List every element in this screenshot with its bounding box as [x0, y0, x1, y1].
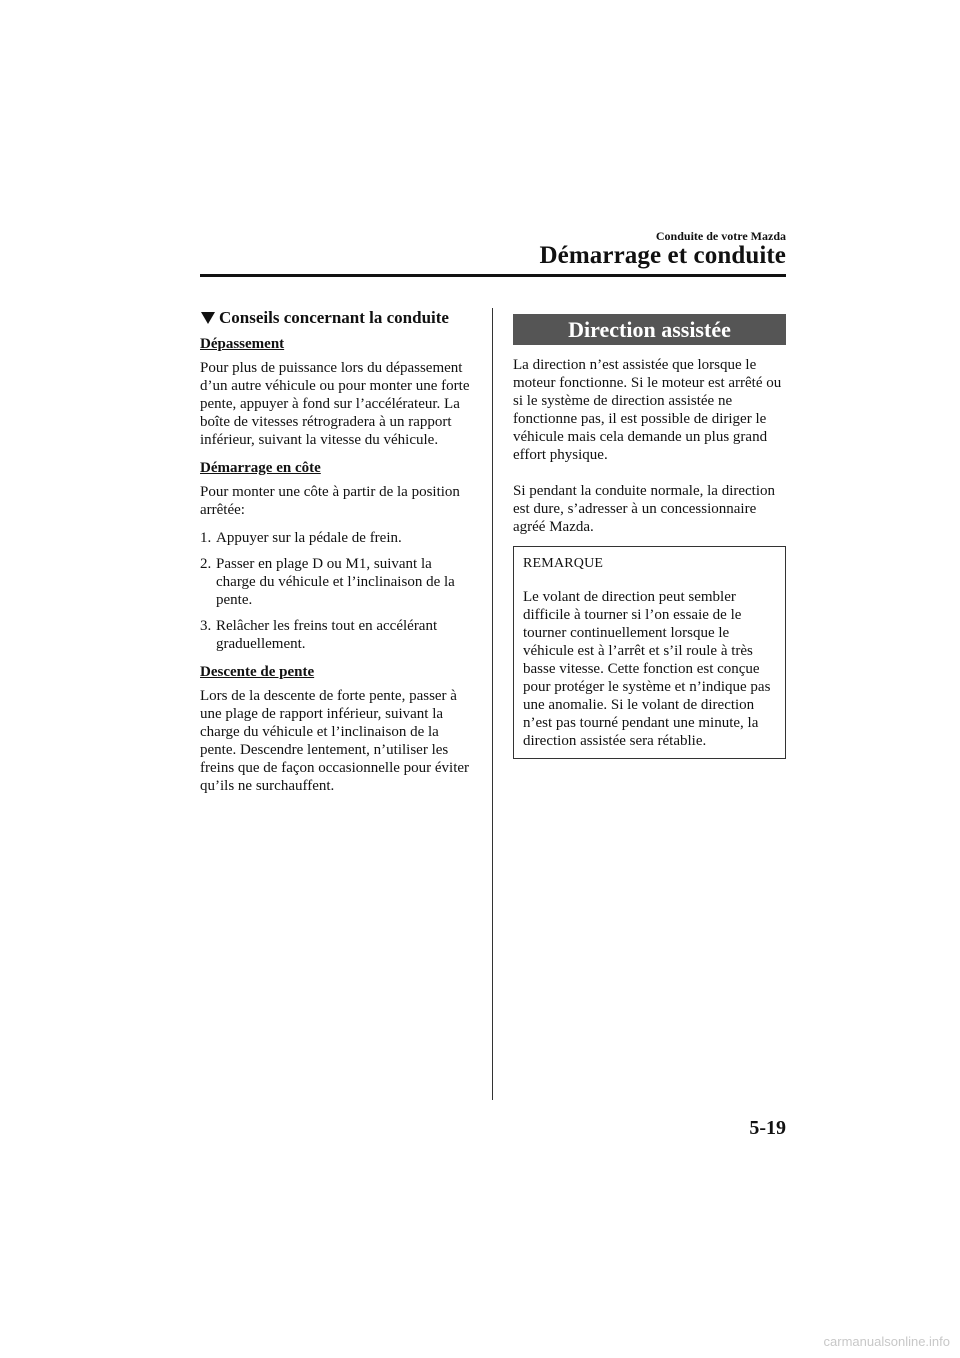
overtaking-text: Pour plus de puissance lors du dépassement d’un autre véhicule ou pour monter une forte pente, appuyer à fond sur l’accélérateur. La boîte de vitesses rétrogradera à un rapport inférieur, suivant la vitesse du véhicule. [200, 360, 470, 448]
watermark: carmanualsonline.info [823, 1334, 950, 1349]
power-steering-text: La direction n’est assistée que lorsque le moteur fonctionne. Si le moteur est arrêté ou si le système de direction assistée ne fonctionne pas, il est possible de diriger le véhicule mais cela demande un plus grand effort physique. [513, 357, 782, 463]
step-text: Appuyer sur la pédale de frein. [216, 530, 402, 546]
right-column [513, 314, 786, 759]
driving-tips-heading-text: Conseils concernant la conduite [219, 308, 449, 327]
hill-start-steps [200, 529, 472, 653]
overtaking-subheading: Dépassement [200, 336, 285, 352]
downhill-text: Lors de la descente de forte pente, passer à une plage de rapport inférieur, suivant la charge du véhicule et l’inclinaison de la pente. Descendre lentement, n’utiliser les freins que de façon occasionnelle pour éviter qu’ils ne surchauffent. [200, 688, 470, 794]
hill-start-intro: Pour monter une côte à partir de la position arrêtée: [200, 484, 460, 518]
hill-start-subheading: Démarrage en côte [200, 460, 321, 476]
column-divider [492, 308, 493, 1100]
left-column [200, 309, 472, 805]
note-title: REMARQUE [523, 556, 604, 571]
list-item [200, 555, 472, 609]
triangle-down-icon [201, 312, 215, 324]
list-item [200, 529, 472, 547]
downhill-subheading: Descente de pente [200, 664, 315, 680]
chapter-title: Conduite de votre Mazda [655, 229, 786, 243]
step-text: Relâcher les freins tout en accélérant graduellement. [216, 618, 438, 652]
power-steering-advice: Si pendant la conduite normale, la direction est dure, s’adresser à un concessionnaire agréé Mazda. [513, 483, 776, 535]
step-text: Passer en plage D ou M1, suivant la charge du véhicule et l’inclinaison de la pente. [216, 556, 455, 608]
driving-tips-heading [200, 309, 472, 327]
section-title: Démarrage et conduite [539, 242, 786, 269]
step-number: 2. [200, 556, 212, 572]
page-number: 5-19 [749, 1117, 786, 1139]
note-text: Le volant de direction peut sembler difficile à tourner si l’on essaie de le tourner continuellement lorsque le véhicule est à l’arrêt et s’il roule à très basse vitesse. Cette fonction est conçue pour protéger le système et n’indique pas une anomalie. Si le volant de direction n’est pas tourné pendant une minute, la direction assistée sera rétablie. [523, 589, 771, 749]
step-number: 1. [200, 530, 212, 546]
power-steering-title: Direction assistée [513, 314, 786, 345]
note-box [513, 546, 786, 759]
list-item [200, 617, 472, 653]
header-divider [200, 274, 786, 277]
step-number: 3. [200, 618, 212, 634]
